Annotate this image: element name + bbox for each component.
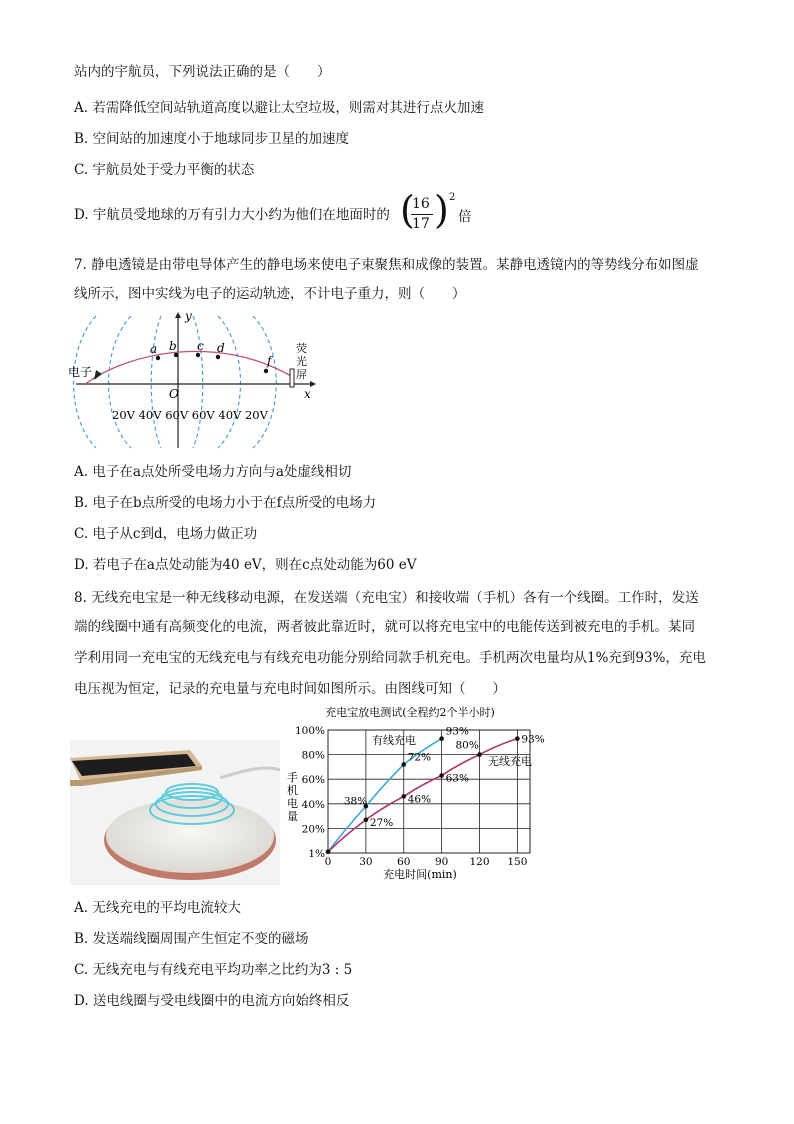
x-tick-label: 30 [359, 856, 373, 868]
q8-option-a[interactable]: A. 无线充电的平均电流较大 [74, 900, 241, 916]
point-a-label: a [150, 342, 158, 356]
charging-chart [280, 703, 545, 885]
data-point [439, 773, 444, 778]
chart-y-label-char: 机 [287, 784, 298, 797]
data-point [326, 849, 331, 854]
data-label: 80% [455, 739, 479, 752]
fraction-denominator: 17 [412, 216, 430, 232]
screen-label-2: 光 [296, 355, 307, 368]
screen-label-3: 屏 [296, 368, 307, 381]
q6-option-c[interactable]: C. 宇航员处于受力平衡的状态 [74, 162, 255, 178]
data-label: 27% [369, 816, 394, 829]
y-tick-label: 80% [301, 749, 325, 762]
equipotential-60v-left [151, 316, 161, 448]
q7-stem-line-2: 线所示，图中实线为电子的运动轨迹，不计电子重力，则（ ） [74, 286, 466, 302]
x-tick-label: 150 [507, 856, 528, 868]
point-d-label: d [217, 341, 225, 355]
q7-option-d[interactable]: D. 若电子在a点处动能为40 eV，则在c点处动能为60 eV [74, 557, 417, 573]
q8-stem-line-3: 学利用同一充电宝的无线充电与有线充电功能分别给同款手机充电。手机两次电量均从1%充到93%，充电 [74, 650, 706, 666]
point-a [156, 356, 160, 360]
y-axis-arrow [175, 312, 181, 318]
data-label: 93% [521, 733, 545, 746]
electrostatic-lens-figure [66, 308, 328, 453]
chart-y-label-char: 电 [287, 797, 298, 810]
q7-option-c[interactable]: C. 电子从c到d，电场力做正功 [74, 526, 258, 542]
point-d [216, 355, 220, 359]
potential-labels: 20V 40V 60V 60V 40V 20V [112, 408, 268, 422]
series-name-wired: 有线充电 [372, 734, 416, 747]
x-tick-label: 90 [434, 856, 449, 868]
y-tick-label: 100% [294, 725, 325, 737]
trajectory-points [156, 353, 268, 373]
q8-option-c[interactable]: C. 无线充电与有线充电平均功率之比约为3 : 5 [74, 962, 353, 978]
q6-option-d-fraction [400, 188, 480, 238]
electron-label: 电子 [68, 365, 93, 379]
series-name-wireless: 无线充电 [488, 755, 532, 768]
point-b-label: b [169, 339, 177, 353]
x-tick-label: 120 [469, 856, 490, 868]
point-f [264, 369, 268, 373]
y-tick-label: 1% [308, 848, 325, 860]
q8-stem-line-1: 8. 无线充电宝是一种无线移动电源，在发送端（充电宝）和接收端（手机）各有一个线圈。工作时，发送 [74, 590, 699, 606]
data-label: 46% [407, 793, 432, 806]
point-f-label: f [267, 354, 272, 368]
point-b [174, 353, 178, 357]
x-axis-label: x [304, 387, 311, 401]
chart-grid [328, 730, 530, 853]
q8-option-d[interactable]: D. 送电线圈与受电线圈中的电流方向始终相反 [74, 993, 350, 1009]
chart-series [326, 726, 545, 854]
data-point [477, 752, 482, 757]
electron-direction-arrow [94, 370, 102, 380]
data-label: 38% [343, 795, 368, 808]
q6-stem: 站内的宇航员，下列说法正确的是（ ） [74, 64, 331, 80]
point-c [196, 353, 200, 357]
y-tick-label: 60% [301, 774, 325, 787]
q7-option-b[interactable]: B. 电子在b点所受的电场力小于在f点所受的电场力 [74, 495, 377, 511]
wireless-charger-photo [70, 740, 280, 885]
data-label: 63% [445, 772, 469, 785]
x-axis-arrow [310, 381, 316, 387]
q6-option-d[interactable]: D. 宇航员受地球的万有引力大小约为他们在地面时的 [74, 207, 390, 223]
fraction-numerator: 16 [412, 196, 430, 212]
data-point [439, 736, 444, 741]
chart-x-axis-label: 充电时间(min) [383, 868, 457, 881]
chart-title: 充电宝放电测试(全程约2个半小时) [325, 706, 495, 719]
screen-label-1: 荧 [296, 342, 307, 355]
y-tick-label: 20% [301, 823, 325, 836]
equipotential-40v-right [218, 316, 241, 448]
q7-stem-line-1: 7. 静电透镜是由带电导体产生的静电场来使电子束聚焦和成像的装置。某静电透镜内的等势线分布如图虚 [74, 257, 699, 273]
charger-pad [106, 799, 274, 873]
fraction-exponent: 2 [449, 192, 456, 203]
q6-option-b[interactable]: B. 空间站的加速度小于地球同步卫星的加速度 [74, 131, 350, 147]
point-c-label: c [197, 339, 204, 353]
equipotential-20v-right [253, 316, 276, 448]
fluorescent-screen [290, 369, 294, 387]
q8-stem-line-4: 电压视为恒定，记录的充电量与充电时间如图所示。由图线可知（ ） [74, 681, 506, 697]
y-axis-label: y [185, 309, 192, 323]
q7-option-a[interactable]: A. 电子在a点处所受电场力方向与a处虚线相切 [74, 464, 352, 480]
chart-y-label-char: 量 [287, 810, 298, 823]
q8-stem-line-2: 端的线圈中通有高频变化的电流，两者彼此靠近时，就可以将充电宝中的电能传送到被充电的手机。某同 [74, 619, 695, 635]
data-label: 72% [407, 751, 432, 764]
electron-trajectory [84, 351, 291, 385]
option-d-suffix: 倍 [458, 209, 472, 225]
fraction-bar [411, 214, 433, 215]
data-label: 93% [445, 725, 469, 738]
data-point [401, 794, 406, 799]
chart-y-label-char: 手 [287, 771, 298, 784]
equipotential-20v-left [74, 316, 97, 448]
q6-option-a[interactable]: A. 若需降低空间站轨道高度以避让太空垃圾，则需对其进行点火加速 [74, 100, 484, 116]
equipotential-lines [74, 316, 277, 448]
chart-y-axis-label [287, 771, 298, 823]
y-tick-label: 40% [301, 798, 325, 811]
q8-option-b[interactable]: B. 发送端线圈周围产生恒定不变的磁场 [74, 931, 309, 947]
equipotential-60v-right [193, 316, 203, 448]
x-tick-label: 0 [324, 856, 332, 868]
left-paren: ( [400, 188, 415, 232]
right-paren: ) [434, 188, 449, 232]
data-point [515, 736, 520, 741]
x-tick-label: 60 [397, 856, 411, 868]
equipotential-40v-left [109, 316, 132, 448]
origin-label: O [169, 387, 179, 401]
data-point [401, 762, 406, 767]
chart-frame [328, 730, 530, 853]
data-point [364, 817, 369, 822]
